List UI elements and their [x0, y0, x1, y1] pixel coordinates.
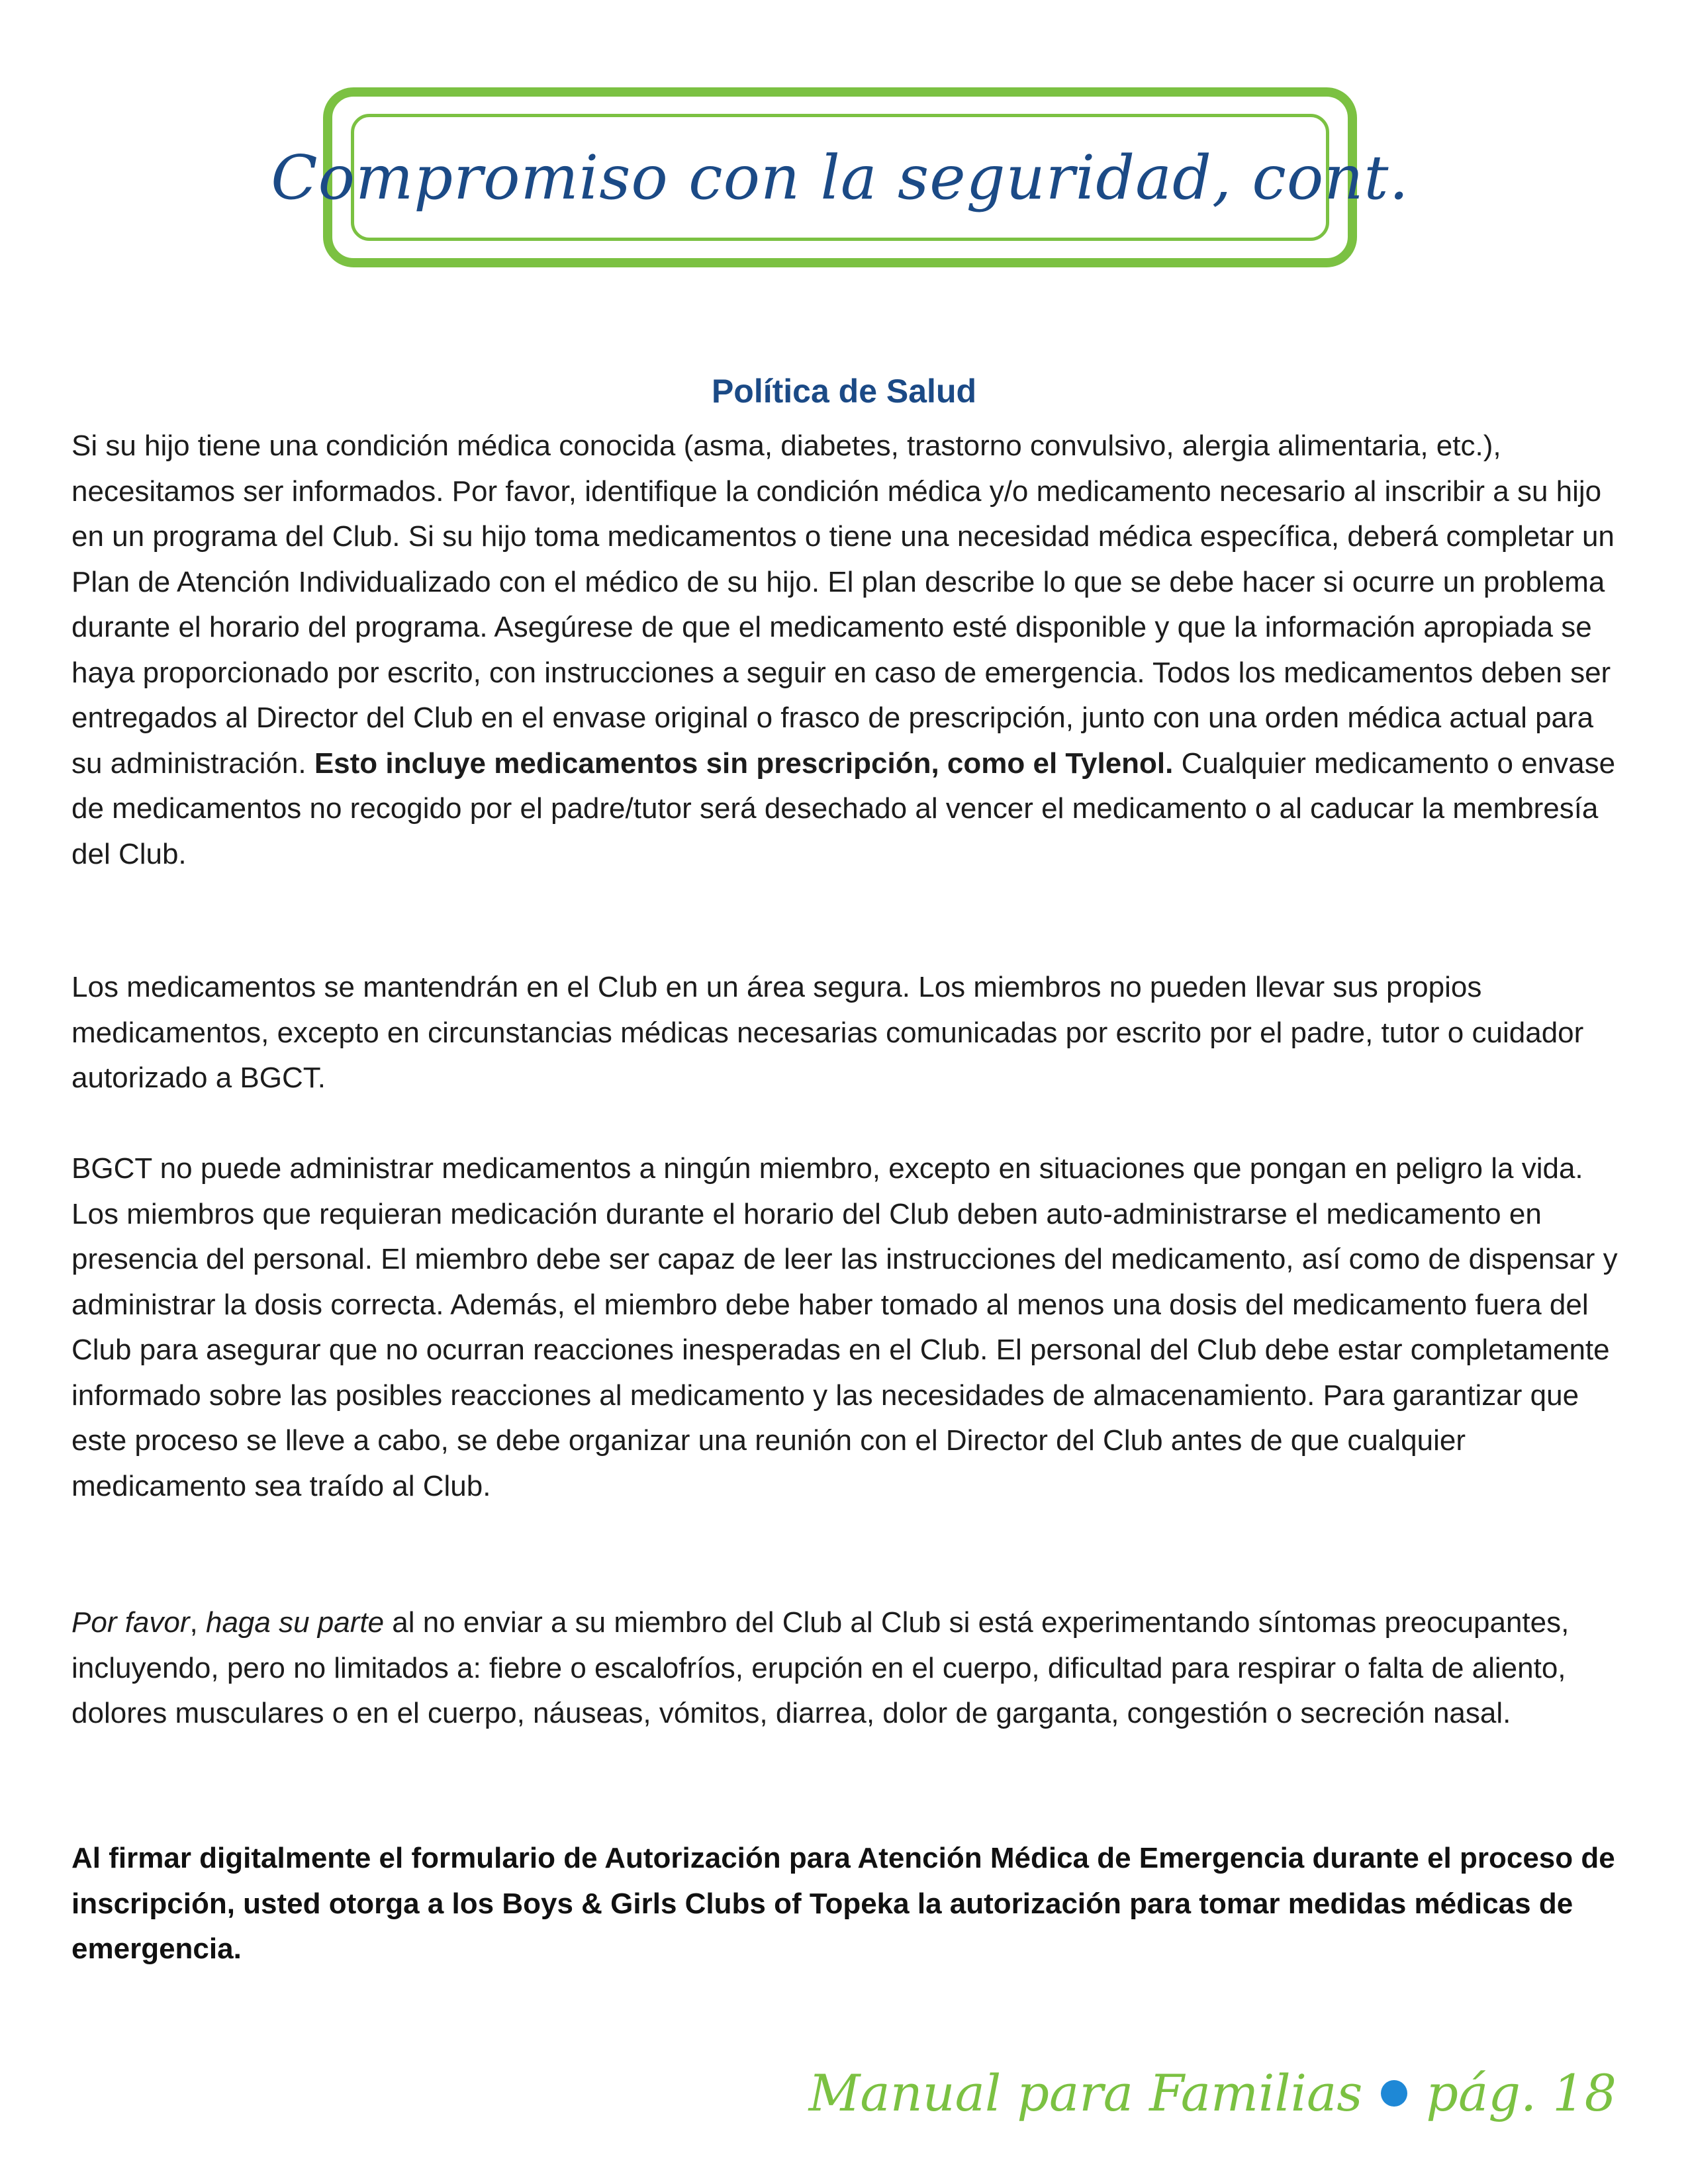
- paragraph-medication-storage: Los medicamentos se mantendrán en el Club en un área segura. Los miembros no pueden llevar sus propios medicamentos, excepto en circunstancias médicas necesarias comunicadas por escrito por el padre, tutor o cuidador autorizado a BGCT.: [71, 971, 1584, 1094]
- footer-page-number: pág. 18: [1426, 2064, 1617, 2122]
- paragraph-1-bold-note: Esto incluye medicamentos sin prescripción, como el Tylenol.: [314, 747, 1174, 780]
- paragraph-4-text: al no enviar a su miembro del Club al Club si está experimentando síntomas preocupantes, incluyendo, pero no limitados a: fiebre o escalofríos, erupción en el cuerpo, dificultad para respirar o falta de aliento, dolores musculares o en el cuerpo, náuseas, vómitos, diarrea, dolor de garganta, congestión o secreción nasal.: [71, 1606, 1570, 1729]
- paragraph-4-italic-please: Por favor: [71, 1606, 190, 1639]
- title-banner-inner-frame: [271, 114, 1409, 241]
- section-title: Política de Salud: [711, 373, 977, 410]
- footer-manual-label: Manual para Familias: [808, 2064, 1363, 2122]
- paragraph-4-comma: ,: [189, 1606, 206, 1639]
- page-footer: [809, 2064, 1617, 2122]
- paragraph-symptoms: [71, 1600, 1620, 1737]
- paragraph-emergency-authorization: Al firmar digitalmente el formulario de Autorización para Atención Médica de Emergencia durante el proceso de inscripción, usted otorga a los Boys & Girls Clubs of Topeka la autorización para tomar medidas médicas de emergencia.: [71, 1842, 1615, 1965]
- paragraph-1-text-b: Cualquier medicamento o envase de medicamentos no recogido por el padre/tutor será desechado al vencer el medicamento o al caducar la membresía del Club.: [71, 747, 1616, 870]
- paragraph-1-text-a: Si su hijo tiene una condición médica conocida (asma, diabetes, trastorno convulsivo, alergia alimentaria, etc.), necesitamos ser informados. Por favor, identifique la condición médica y/o medicamento necesario al inscribir a su hijo en un programa del Club. Si su hijo toma medicamentos o tiene una necesidad médica específica, deberá completar un Plan de Atención Individualizado con el médico de su hijo. El plan describe lo que se debe hacer si ocurre un problema durante el horario del programa. Asegúrese de que el medicamento esté disponible y que la información apropiada se haya proporcionado por escrito, con instrucciones a seguir en caso de emergencia. Todos los medicamentos deben ser entregados al Director del Club en el envase original o frasco de prescripción, junto con una orden médica actual para su administración.: [71, 430, 1615, 780]
- banner-title: Compromiso con la seguridad, cont.: [271, 142, 1409, 213]
- paragraph-medication-administration: BGCT no puede administrar medicamentos a ningún miembro, excepto en situaciones que pongan en peligro la vida. Los miembros que requieran medicación durante el horario del Club deben auto-administrarse el medicamento en presencia del personal. El miembro debe ser capaz de leer las instrucciones del medicamento, así como de dispensar y administrar la dosis correcta. Además, el miembro debe haber tomado al menos una dosis del medicamento fuera del Club para asegurar que no ocurran reacciones inesperadas en el Club. El personal del Club debe estar completamente informado sobre las posibles reacciones al medicamento y las necesidades de almacenamiento. Para garantizar que este proceso se lleve a cabo, se debe organizar una reunión con el Director del Club antes de que cualquier medicamento sea traído al Club.: [71, 1152, 1618, 1502]
- paragraph-4-italic-do-your-part: haga su parte: [205, 1606, 385, 1639]
- footer-bullet-icon: [1381, 2080, 1407, 2107]
- title-banner: [271, 87, 1409, 267]
- paragraph-medical-conditions: [71, 424, 1620, 877]
